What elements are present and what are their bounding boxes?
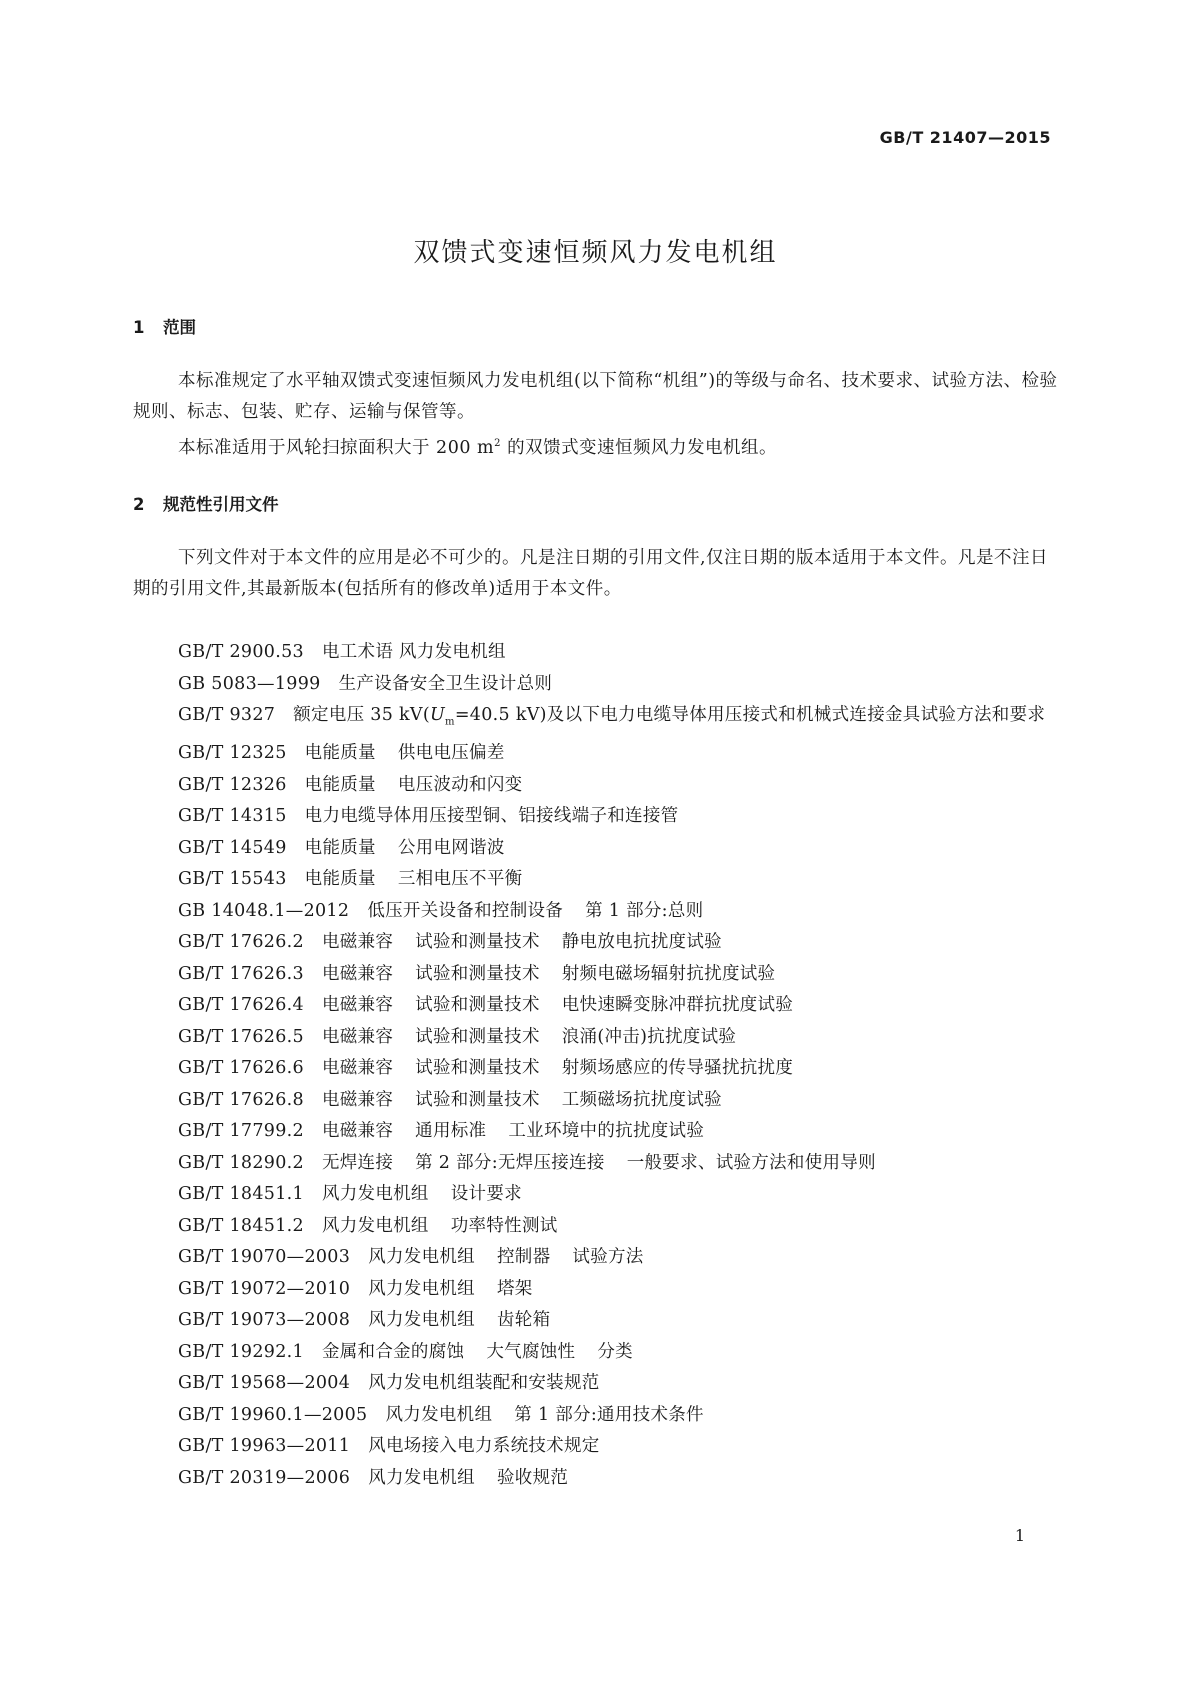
section-2-heading — [133, 491, 279, 515]
reference-title: 第 1 部分:通用技术条件 — [514, 1404, 704, 1425]
applicability-text-start: 本标准适用于风轮扫掠面积大于 200 m — [178, 437, 495, 458]
reference-title: 风力发电机组 — [321, 1184, 429, 1204]
reference-title-start: 额定电压 35 kV( — [293, 705, 430, 725]
reference-title: 风力发电机组 — [368, 1310, 475, 1330]
reference-code: GB/T 18290.2 — [178, 1152, 304, 1173]
reference-item — [133, 1022, 1061, 1054]
reference-item — [133, 637, 1061, 669]
reference-title: 浪涌(冲击)抗扰度试验 — [561, 1026, 737, 1047]
reference-title: 试验和测量技术 — [415, 1026, 540, 1047]
reference-title: 风力发电机组 — [321, 1215, 429, 1236]
reference-title: 电能质量 — [304, 869, 376, 889]
section-1-heading — [133, 314, 196, 338]
reference-item — [133, 927, 1061, 959]
reference-item — [133, 700, 1061, 738]
reference-title: 电磁兼容 — [321, 1058, 394, 1078]
reference-item — [133, 1116, 1061, 1148]
reference-code: GB/T 19960.1—2005 — [178, 1404, 368, 1425]
reference-title: 电磁兼容 — [321, 995, 394, 1015]
reference-code: GB/T 19568—2004 — [178, 1373, 351, 1393]
reference-code: GB/T 17799.2 — [178, 1121, 304, 1141]
reference-title: 电力电缆导体用压接型铜、铝接线端子和连接管 — [304, 806, 679, 826]
reference-item — [133, 770, 1061, 802]
reference-item — [133, 896, 1061, 928]
reference-title: 齿轮箱 — [497, 1310, 551, 1330]
reference-code: GB 14048.1—2012 — [178, 900, 350, 921]
reference-title: 一般要求、试验方法和使用导则 — [626, 1152, 876, 1173]
reference-item — [133, 801, 1061, 833]
reference-title: 风电场接入电力系统技术规定 — [368, 1436, 600, 1456]
reference-title: 电压波动和闪变 — [397, 774, 523, 795]
voltage-variable: U — [429, 705, 446, 725]
reference-title: 验收规范 — [497, 1467, 569, 1488]
reference-item — [133, 1274, 1061, 1306]
reference-code: GB/T 15543 — [178, 869, 287, 889]
reference-title: 电快速瞬变脉冲群抗扰度试验 — [561, 995, 794, 1015]
reference-code: GB/T 12326 — [178, 774, 287, 795]
reference-title: 电磁兼容 — [321, 1089, 394, 1110]
reference-title: 无焊连接 — [321, 1152, 394, 1173]
reference-code: GB/T 18451.1 — [178, 1184, 304, 1204]
reference-title: 风力发电机组 — [368, 1247, 475, 1267]
reference-title: 电能质量 — [304, 743, 376, 763]
reference-code: GB/T 20319—2006 — [178, 1467, 351, 1488]
reference-item — [133, 1368, 1061, 1400]
reference-item — [133, 1431, 1061, 1463]
reference-code: GB/T 17626.6 — [178, 1058, 304, 1078]
reference-title: 供电电压偏差 — [397, 743, 505, 763]
reference-code: GB/T 17626.4 — [178, 995, 304, 1015]
voltage-subscript: m — [445, 716, 455, 728]
reference-code: GB/T 19072—2010 — [178, 1278, 351, 1299]
document-title: 双馈式变速恒频风力发电机组 — [413, 238, 778, 268]
reference-item — [133, 1085, 1061, 1117]
reference-item — [133, 669, 1061, 701]
section-1-title: 范围 — [163, 318, 196, 337]
section-2-intro — [133, 543, 1061, 605]
reference-title: 试验方法 — [572, 1247, 644, 1267]
area-superscript: 2 — [494, 438, 501, 449]
reference-item — [133, 1179, 1061, 1211]
reference-item — [133, 1211, 1061, 1243]
reference-code: GB/T 12325 — [178, 743, 287, 763]
reference-item — [133, 1242, 1061, 1274]
reference-title: 功率特性测试 — [450, 1215, 558, 1236]
reference-title: 电磁兼容 — [321, 932, 394, 952]
scope-paragraph: 本标准规定了水平轴双馈式变速恒频风力发电机组(以下简称“机组”)的等级与命名、技术要求、试验方法、检验规则、标志、包装、贮存、运输与保管等。 — [133, 371, 1058, 422]
reference-title: 大气腐蚀性 — [486, 1341, 576, 1362]
reference-title: 射频电磁场辐射抗扰度试验 — [561, 963, 776, 984]
reference-item — [133, 1337, 1061, 1369]
reference-item — [133, 864, 1061, 896]
reference-title: 风力发电机组 — [385, 1404, 493, 1425]
reference-title: 三相电压不平衡 — [397, 869, 523, 889]
reference-item — [133, 1463, 1061, 1495]
standard-code: GB/T 21407—2015 — [879, 128, 1051, 147]
references-intro-paragraph: 下列文件对于本文件的应用是必不可少的。凡是注日期的引用文件,仅注日期的版本适用于本文件。凡是不注日期的引用文件,其最新版本(包括所有的修改单)适用于本文件。 — [133, 548, 1049, 599]
reference-title: 电磁兼容 — [321, 1026, 394, 1047]
applicability-paragraph — [133, 428, 1061, 464]
reference-item — [133, 833, 1061, 865]
reference-title: 试验和测量技术 — [415, 932, 540, 952]
reference-title: 公用电网谐波 — [397, 837, 505, 858]
reference-code: GB/T 17626.3 — [178, 963, 304, 984]
reference-title: 电磁兼容 — [321, 1121, 394, 1141]
page-number: 1 — [1014, 1526, 1025, 1545]
reference-title: 风力发电机组装配和安装规范 — [368, 1373, 600, 1393]
reference-title: 风力发电机组 — [368, 1278, 475, 1299]
reference-code: GB 5083—1999 — [178, 673, 321, 694]
reference-title: 电磁兼容 — [321, 963, 394, 984]
reference-title: 试验和测量技术 — [415, 995, 540, 1015]
section-2-title: 规范性引用文件 — [163, 495, 279, 514]
reference-title: 生产设备安全卫生设计总则 — [338, 673, 553, 694]
normative-references-list — [133, 637, 1061, 1494]
reference-title: 风力发电机组 — [368, 1467, 475, 1488]
reference-code: GB/T 17626.2 — [178, 932, 304, 952]
reference-item — [133, 959, 1061, 991]
reference-item — [133, 990, 1061, 1022]
reference-code: GB/T 14549 — [178, 837, 287, 858]
reference-title: 设计要求 — [450, 1184, 522, 1204]
reference-title: 低压开关设备和控制设备 — [367, 900, 564, 921]
reference-code: GB/T 9327 — [178, 705, 276, 725]
reference-title: 塔架 — [497, 1278, 533, 1299]
reference-item — [133, 738, 1061, 770]
reference-item — [133, 1053, 1061, 1085]
reference-item — [133, 1305, 1061, 1337]
reference-title: 工业环境中的抗扰度试验 — [508, 1121, 705, 1141]
reference-code: GB/T 2900.53 — [178, 642, 304, 662]
reference-title: 第 2 部分:无焊压接连接 — [415, 1152, 605, 1173]
reference-code: GB/T 19070—2003 — [178, 1247, 351, 1267]
applicability-text-end: 的双馈式变速恒频风力发电机组。 — [501, 437, 778, 458]
reference-title: 分类 — [597, 1341, 633, 1362]
references-group-a — [133, 637, 1061, 700]
reference-item — [133, 1148, 1061, 1180]
reference-title: 金属和合金的腐蚀 — [321, 1341, 465, 1362]
reference-title: 控制器 — [497, 1247, 551, 1267]
reference-code: GB/T 17626.5 — [178, 1026, 304, 1047]
reference-title: 试验和测量技术 — [415, 963, 540, 984]
reference-code: GB/T 14315 — [178, 806, 287, 826]
reference-code: GB/T 19073—2008 — [178, 1310, 351, 1330]
reference-title: 电工术语 风力发电机组 — [321, 642, 506, 662]
reference-title: 第 1 部分:总则 — [585, 900, 704, 921]
section-1-body — [133, 366, 1061, 464]
reference-title: 静电放电抗扰度试验 — [561, 932, 722, 952]
reference-title: 电能质量 — [304, 774, 376, 795]
reference-code: GB/T 18451.2 — [178, 1215, 304, 1236]
reference-title: 工频磁场抗扰度试验 — [561, 1089, 722, 1110]
reference-title: 射频场感应的传导骚扰抗扰度 — [561, 1058, 794, 1078]
section-2-number: 2 — [133, 495, 145, 514]
reference-title: 试验和测量技术 — [415, 1089, 540, 1110]
reference-code: GB/T 19292.1 — [178, 1341, 304, 1362]
section-1-number: 1 — [133, 318, 145, 337]
reference-code: GB/T 19963—2011 — [178, 1436, 351, 1456]
reference-title: 试验和测量技术 — [415, 1058, 540, 1078]
references-group-b — [133, 738, 1061, 1494]
reference-title: 通用标准 — [415, 1121, 487, 1141]
reference-title-end: =40.5 kV)及以下电力电缆导体用压接式和机械式连接金具试验方法和要求 — [454, 705, 1046, 725]
reference-item — [133, 1400, 1061, 1432]
reference-code: GB/T 17626.8 — [178, 1089, 304, 1110]
reference-title: 电能质量 — [304, 837, 376, 858]
